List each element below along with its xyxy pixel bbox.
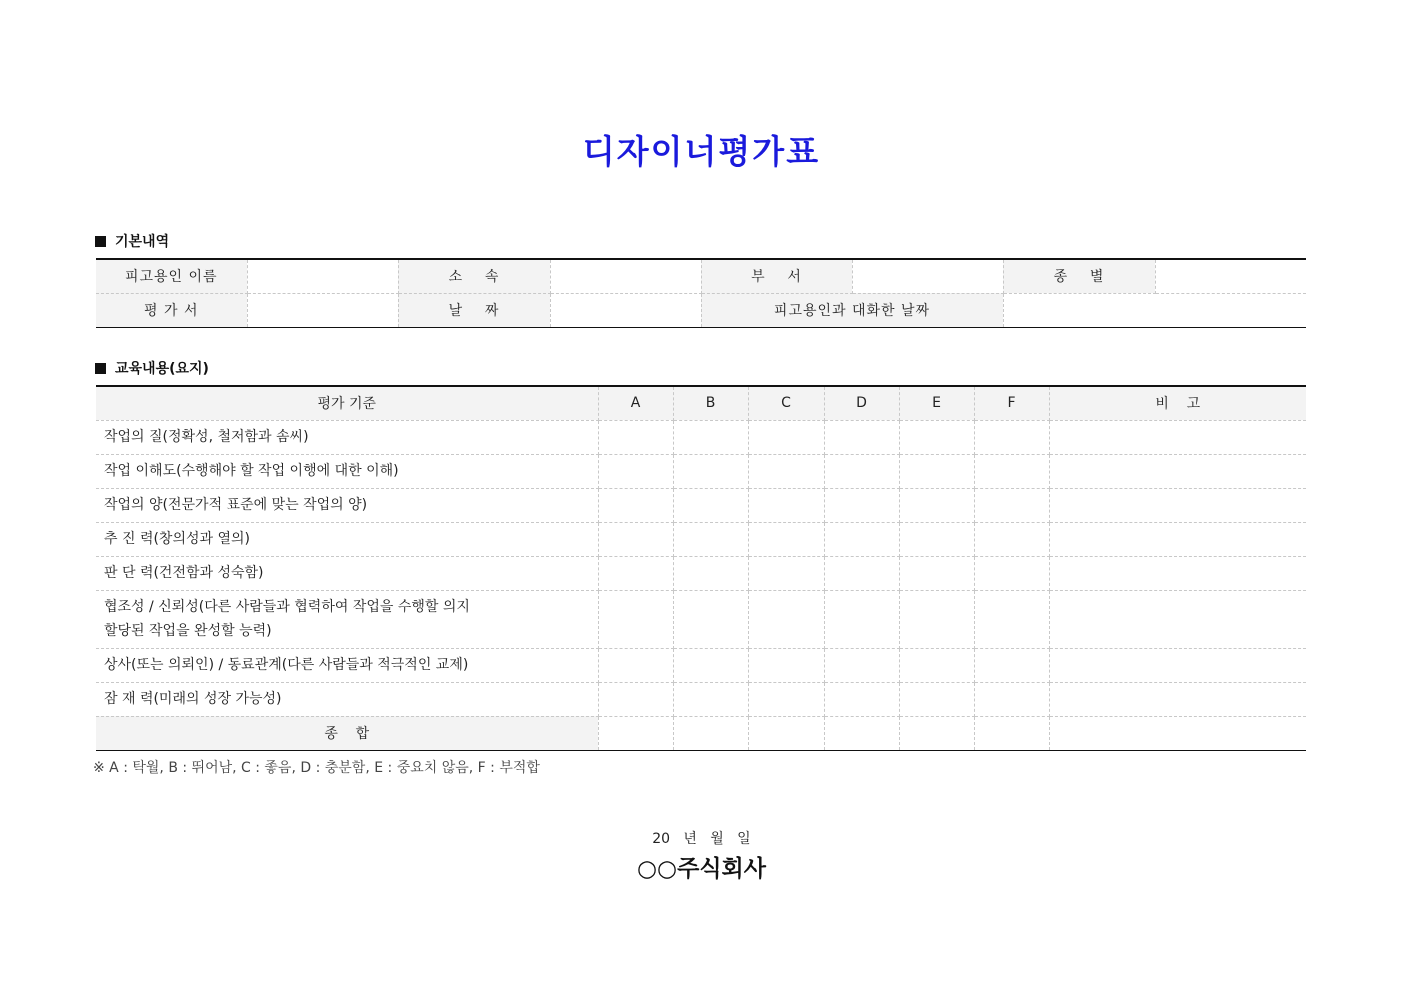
grade-e-cell[interactable] <box>899 590 974 648</box>
signature-date: 20 년 월 일 <box>652 831 751 847</box>
grade-b-cell[interactable] <box>673 522 748 556</box>
criteria-label-cell <box>96 420 598 454</box>
grade-a-cell[interactable] <box>598 488 673 522</box>
company-name: ○○주식회사 <box>636 856 766 882</box>
education-section-heading-text: 교육내용(요지) <box>115 361 209 377</box>
criteria-label-cell <box>96 454 598 488</box>
remarks-cell[interactable] <box>1049 648 1306 682</box>
grade-d-cell[interactable] <box>824 488 899 522</box>
basic-section-heading <box>95 231 169 251</box>
grade-a-cell[interactable] <box>598 682 673 716</box>
grade-b-cell[interactable] <box>673 488 748 522</box>
job-type-field[interactable] <box>1155 259 1306 293</box>
total-grade-e-cell[interactable] <box>899 716 974 750</box>
grade-f-cell[interactable] <box>974 556 1049 590</box>
grade-b-cell[interactable] <box>673 682 748 716</box>
criteria-header: 평가 기준 <box>96 386 598 420</box>
grade-b-cell[interactable] <box>673 420 748 454</box>
criteria-row <box>96 488 1306 522</box>
grade-a-cell[interactable] <box>598 648 673 682</box>
criteria-label: 작업 이해도(수행해야 할 작업 이행에 대한 이해) <box>104 463 399 479</box>
grade-d-header: D <box>824 386 899 420</box>
criteria-label: 잠 재 력(미래의 성장 가능성) <box>104 691 282 707</box>
grade-e-cell[interactable] <box>899 420 974 454</box>
grade-a-header: A <box>598 386 673 420</box>
grade-d-cell[interactable] <box>824 454 899 488</box>
criteria-label-cell <box>96 590 598 648</box>
grade-a-cell[interactable] <box>598 522 673 556</box>
grade-b-cell[interactable] <box>673 556 748 590</box>
criteria-label-cell <box>96 522 598 556</box>
grade-e-header: E <box>899 386 974 420</box>
date-label: 날 짜 <box>398 293 550 327</box>
criteria-row <box>96 590 1306 648</box>
criteria-rows <box>96 420 1306 716</box>
remarks-cell[interactable] <box>1049 682 1306 716</box>
evaluator-label: 평 가 서 <box>96 293 247 327</box>
evaluator-field[interactable] <box>247 293 398 327</box>
grade-c-cell[interactable] <box>748 556 824 590</box>
affiliation-label: 소 속 <box>398 259 550 293</box>
grade-e-cell[interactable] <box>899 648 974 682</box>
department-label: 부 서 <box>701 259 852 293</box>
total-label: 종 합 <box>96 716 598 750</box>
grade-e-cell[interactable] <box>899 488 974 522</box>
criteria-label-cell <box>96 488 598 522</box>
education-section-heading <box>95 358 209 378</box>
total-grade-b-cell[interactable] <box>673 716 748 750</box>
grade-d-cell[interactable] <box>824 682 899 716</box>
total-grade-f-cell[interactable] <box>974 716 1049 750</box>
employee-name-field[interactable] <box>247 259 398 293</box>
remarks-cell[interactable] <box>1049 420 1306 454</box>
remarks-cell[interactable] <box>1049 556 1306 590</box>
grade-b-cell[interactable] <box>673 648 748 682</box>
criteria-label: 작업의 양(전문가적 표준에 맞는 작업의 양) <box>104 497 368 513</box>
grade-a-cell[interactable] <box>598 454 673 488</box>
grade-c-header: C <box>748 386 824 420</box>
grade-d-cell[interactable] <box>824 420 899 454</box>
remarks-cell[interactable] <box>1049 488 1306 522</box>
square-bullet-icon <box>95 363 106 374</box>
remarks-cell[interactable] <box>1049 454 1306 488</box>
criteria-label-continued: 할당된 작업을 완성할 능력) <box>104 623 272 639</box>
grade-b-header: B <box>673 386 748 420</box>
grade-c-cell[interactable] <box>748 648 824 682</box>
grade-f-cell[interactable] <box>974 682 1049 716</box>
grade-c-cell[interactable] <box>748 454 824 488</box>
criteria-row <box>96 454 1306 488</box>
grade-legend-note: ※ A : 탁월, B : 뛰어남, C : 좋음, D : 충분함, E : 중요치 않음, F : 부적합 <box>93 760 540 776</box>
criteria-row <box>96 648 1306 682</box>
basic-info-table <box>96 258 1306 328</box>
remarks-cell[interactable] <box>1049 522 1306 556</box>
grade-d-cell[interactable] <box>824 590 899 648</box>
grade-f-cell[interactable] <box>974 648 1049 682</box>
department-field[interactable] <box>852 259 1003 293</box>
grade-e-cell[interactable] <box>899 522 974 556</box>
remarks-cell[interactable] <box>1049 590 1306 648</box>
grade-a-cell[interactable] <box>598 420 673 454</box>
grade-b-cell[interactable] <box>673 590 748 648</box>
criteria-label-cell <box>96 682 598 716</box>
grade-f-header: F <box>974 386 1049 420</box>
page-title: 디자이너평가표 <box>582 132 821 171</box>
grade-a-cell[interactable] <box>598 556 673 590</box>
criteria-row <box>96 682 1306 716</box>
grade-d-cell[interactable] <box>824 556 899 590</box>
grade-c-cell[interactable] <box>748 682 824 716</box>
conversation-date-field[interactable] <box>1003 293 1306 327</box>
total-remarks-cell[interactable] <box>1049 716 1306 750</box>
grade-c-cell[interactable] <box>748 522 824 556</box>
grade-e-cell[interactable] <box>899 682 974 716</box>
criteria-label-cell <box>96 556 598 590</box>
square-bullet-icon <box>95 236 106 247</box>
criteria-label: 상사(또는 의뢰인) / 동료관계(다른 사람들과 적극적인 교제) <box>104 657 469 673</box>
criteria-label-cell <box>96 648 598 682</box>
criteria-label: 협조성 / 신뢰성(다른 사람들과 협력하여 작업을 수행할 의지 <box>104 599 470 615</box>
grade-d-cell[interactable] <box>824 522 899 556</box>
total-grade-d-cell[interactable] <box>824 716 899 750</box>
total-grade-c-cell[interactable] <box>748 716 824 750</box>
grade-f-cell[interactable] <box>974 488 1049 522</box>
grade-f-cell[interactable] <box>974 590 1049 648</box>
grade-f-cell[interactable] <box>974 454 1049 488</box>
grade-a-cell[interactable] <box>598 590 673 648</box>
criteria-label: 추 진 력(창의성과 열의) <box>104 531 250 547</box>
criteria-label: 작업의 질(정확성, 철저함과 솜씨) <box>104 429 309 445</box>
remarks-header: 비 고 <box>1049 386 1306 420</box>
job-type-label: 종 별 <box>1003 259 1155 293</box>
affiliation-field[interactable] <box>550 259 701 293</box>
employee-name-label: 피고용인 이름 <box>96 259 247 293</box>
basic-section-heading-text: 기본내역 <box>115 234 170 250</box>
criteria-row <box>96 522 1306 556</box>
criteria-row <box>96 420 1306 454</box>
grade-c-cell[interactable] <box>748 590 824 648</box>
grade-c-cell[interactable] <box>748 420 824 454</box>
conversation-date-label: 피고용인과 대화한 날짜 <box>701 293 1003 327</box>
evaluation-table <box>96 385 1306 751</box>
date-field[interactable] <box>550 293 701 327</box>
grade-c-cell[interactable] <box>748 488 824 522</box>
grade-e-cell[interactable] <box>899 556 974 590</box>
grade-b-cell[interactable] <box>673 454 748 488</box>
criteria-row <box>96 556 1306 590</box>
criteria-label: 판 단 력(건전함과 성숙함) <box>104 565 264 581</box>
grade-e-cell[interactable] <box>899 454 974 488</box>
grade-f-cell[interactable] <box>974 522 1049 556</box>
grade-d-cell[interactable] <box>824 648 899 682</box>
grade-f-cell[interactable] <box>974 420 1049 454</box>
total-grade-a-cell[interactable] <box>598 716 673 750</box>
